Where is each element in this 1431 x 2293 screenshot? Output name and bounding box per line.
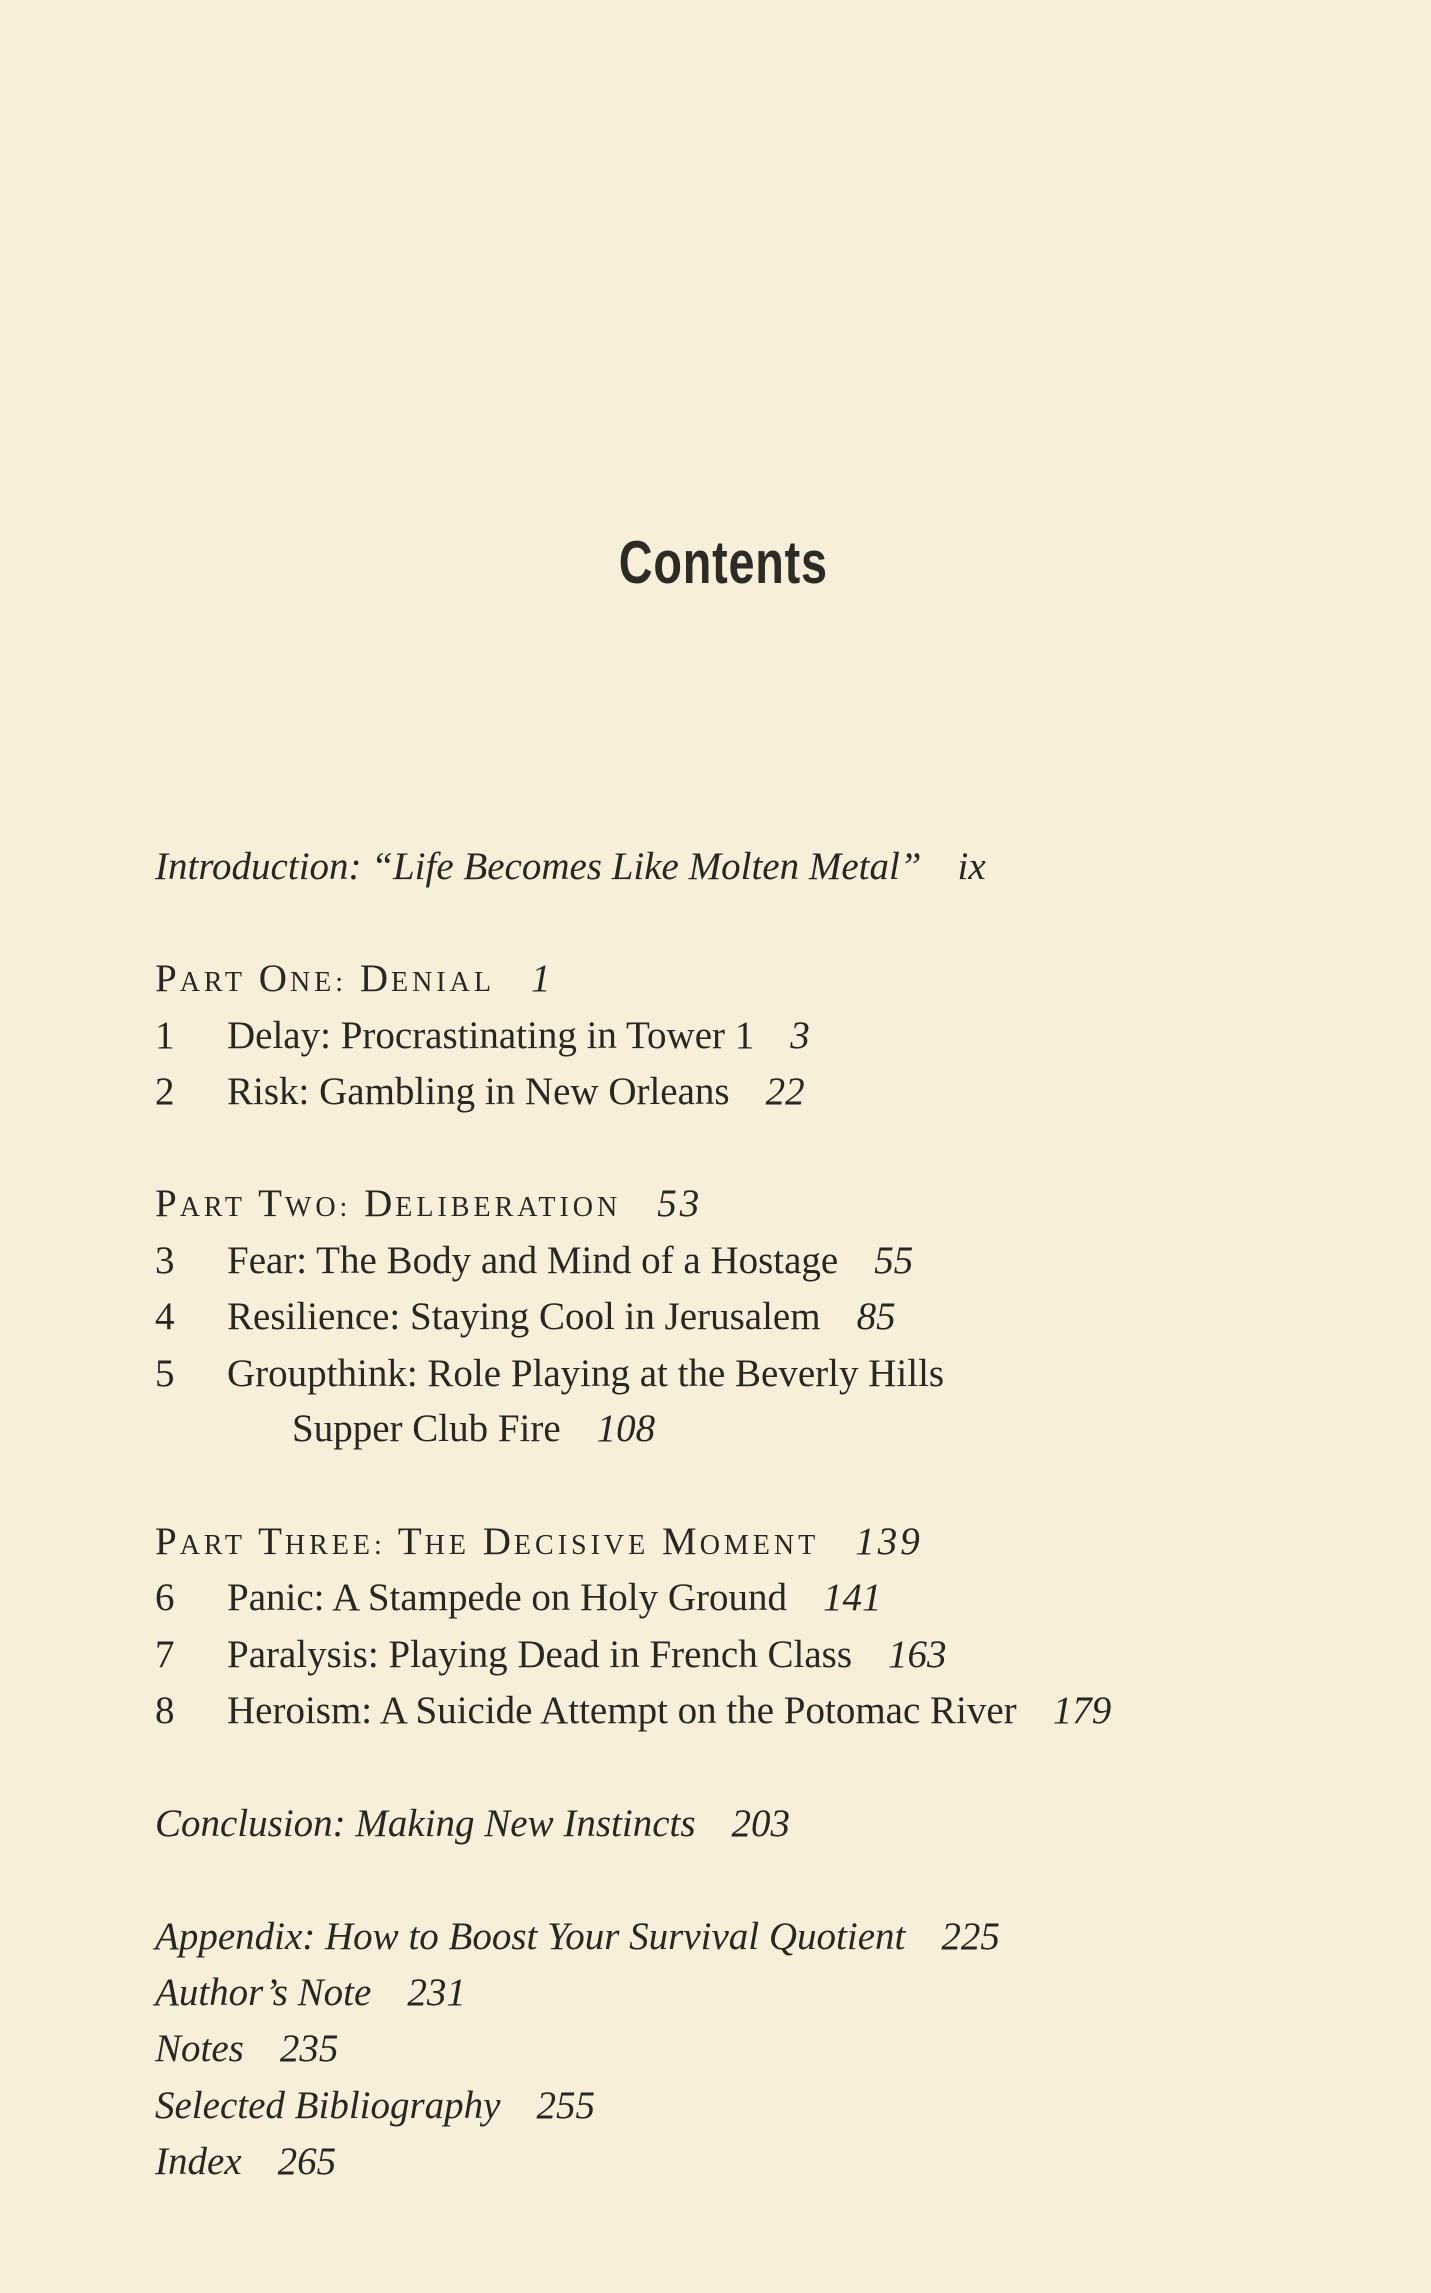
toc-entry-index[interactable] (155, 2138, 336, 2186)
toc-entry-title: Groupthink: Role Playing at the Beverly Hills (227, 1352, 945, 1395)
toc-entry-title: Fear: The Body and Mind of a Hostage (227, 1239, 839, 1282)
toc-entry-page: 163 (888, 1633, 947, 1676)
chapter-number: 3 (155, 1239, 175, 1282)
toc-entry-authors-note[interactable] (155, 1969, 466, 2017)
toc-entry-page: 53 (657, 1182, 703, 1225)
toc-entry-introduction[interactable] (155, 843, 986, 891)
part-label: PART THREE: THE DECISIVE MOMENT (155, 1520, 820, 1563)
toc-entry-page: 85 (856, 1295, 896, 1338)
chapter-number: 8 (155, 1689, 175, 1732)
toc-entry-notes[interactable] (155, 2025, 338, 2073)
page-title: Contents (618, 529, 828, 596)
part-label: PART TWO: DELIBERATION (155, 1182, 622, 1225)
chapter-number: 6 (155, 1576, 175, 1619)
chapter-number: 5 (155, 1352, 175, 1395)
part-heading-three[interactable] (155, 1518, 923, 1570)
toc-entry-page: ix (957, 845, 986, 888)
toc-entry-page: 22 (765, 1070, 805, 1113)
toc-entry-chapter[interactable] (155, 1293, 896, 1341)
chapter-number: 7 (155, 1633, 175, 1676)
toc-entry-title: Risk: Gambling in New Orleans (227, 1070, 730, 1113)
toc-entry-title: Appendix: How to Boost Your Survival Quotient (155, 1915, 906, 1958)
toc-entry-page: 203 (731, 1802, 791, 1845)
toc-entry-title: Resilience: Staying Cool in Jerusalem (227, 1295, 821, 1338)
toc-entry-bibliography[interactable] (155, 2082, 595, 2130)
toc-entry-chapter[interactable] (155, 1574, 882, 1622)
toc-entry-page: 1 (530, 957, 554, 1000)
toc-entry-title: Panic: A Stampede on Holy Ground (227, 1576, 788, 1619)
toc-entry-page: 265 (277, 2140, 337, 2183)
toc-entry-page: 231 (407, 1971, 466, 2014)
part-heading-one[interactable] (155, 955, 553, 1007)
toc-entry-page: 139 (855, 1520, 923, 1563)
part-label: PART ONE: DENIAL (155, 957, 495, 1000)
toc-entry-title: Notes (155, 2027, 244, 2070)
toc-entry-conclusion[interactable] (155, 1800, 790, 1848)
toc-entry-title: Conclusion: Making New Instincts (155, 1802, 696, 1845)
toc-entry-title: Index (155, 2140, 242, 2183)
chapter-number: 1 (155, 1014, 175, 1057)
toc-entry-page: 225 (941, 1915, 1000, 1958)
toc-entry-title: Heroism: A Suicide Attempt on the Potomac River (227, 1689, 1017, 1732)
toc-entry-title: Delay: Procrastinating in Tower 1 (227, 1014, 755, 1057)
toc-entry-title: Author’s Note (155, 1971, 372, 2014)
toc-entry-page: 255 (536, 2084, 595, 2127)
toc-entry-chapter[interactable] (155, 1350, 944, 1398)
toc-entry-title: Selected Bibliography (155, 2084, 501, 2127)
toc-entry-title: Supper Club Fire (292, 1407, 561, 1450)
toc-entry-page: 55 (874, 1239, 914, 1282)
toc-entry-chapter[interactable] (155, 1012, 810, 1060)
toc-entry-appendix[interactable] (155, 1913, 1000, 1961)
toc-entry-chapter[interactable] (155, 1068, 805, 1116)
toc-entry-chapter[interactable] (155, 1237, 913, 1285)
toc-entry-page: 235 (279, 2027, 339, 2070)
toc-entry-chapter-continuation[interactable] (155, 1405, 655, 1453)
toc-entry-chapter[interactable] (155, 1687, 1111, 1735)
toc-entry-chapter[interactable] (155, 1631, 947, 1679)
toc-entry-title: Introduction: “Life Becomes Like Molten Metal” (155, 845, 922, 888)
toc-entry-page: 179 (1052, 1689, 1112, 1732)
toc-entry-title: Paralysis: Playing Dead in French Class (227, 1633, 853, 1676)
chapter-number: 4 (155, 1295, 175, 1338)
part-heading-two[interactable] (155, 1180, 702, 1232)
toc-entry-page: 108 (596, 1407, 656, 1450)
toc-entry-page: 3 (790, 1014, 810, 1057)
chapter-number: 2 (155, 1070, 175, 1113)
toc-entry-page: 141 (823, 1576, 882, 1619)
